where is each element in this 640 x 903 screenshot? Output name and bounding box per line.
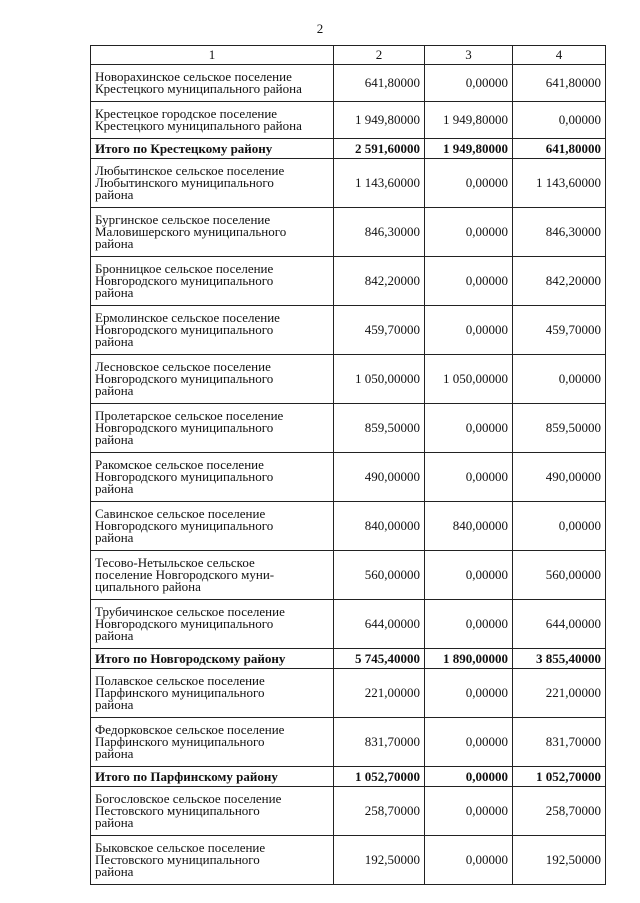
value-cell-col2: 846,30000 <box>334 208 425 257</box>
value-cell-col3: 0,00000 <box>425 159 513 208</box>
table-row <box>91 551 606 600</box>
value-cell-col3: 0,00000 <box>425 600 513 649</box>
value-cell-col2: 641,80000 <box>334 65 425 102</box>
table-row <box>91 102 606 139</box>
table-row <box>91 787 606 836</box>
value-cell-col3: 1 949,80000 <box>425 139 513 159</box>
settlement-name-cell: Лесновское сельское поселение Новгородского муниципального района <box>91 355 334 404</box>
page-number: 2 <box>316 21 324 36</box>
settlement-name-cell: Крестецкое городское поселение Крестецкого муниципального района <box>91 102 334 139</box>
value-cell-col4: 859,50000 <box>513 404 606 453</box>
value-cell-col4: 560,00000 <box>513 551 606 600</box>
table-row <box>91 306 606 355</box>
value-cell-col2: 644,00000 <box>334 600 425 649</box>
settlement-name-cell: Итого по Крестецкому району <box>91 139 334 159</box>
settlement-name-cell: Савинское сельское поселение Новгородского муниципального района <box>91 502 334 551</box>
value-cell-col4: 490,00000 <box>513 453 606 502</box>
value-cell-col4: 1 052,70000 <box>513 767 606 787</box>
header-cell: 4 <box>513 46 606 65</box>
budget-table <box>90 45 606 885</box>
settlement-name-cell: Бронницкое сельское поселение Новгородского муниципального района <box>91 257 334 306</box>
value-cell-col2: 1 143,60000 <box>334 159 425 208</box>
table-row <box>91 718 606 767</box>
value-cell-col4: 459,70000 <box>513 306 606 355</box>
settlement-name-cell: Тесово-Нетыльское сельское поселение Новгородского муни- ципального района <box>91 551 334 600</box>
table-header-row <box>91 46 606 65</box>
value-cell-col2: 1 949,80000 <box>334 102 425 139</box>
value-cell-col3: 0,00000 <box>425 669 513 718</box>
table-row <box>91 502 606 551</box>
value-cell-col2: 258,70000 <box>334 787 425 836</box>
value-cell-col4: 831,70000 <box>513 718 606 767</box>
value-cell-col4: 846,30000 <box>513 208 606 257</box>
value-cell-col4: 641,80000 <box>513 65 606 102</box>
settlement-name-cell: Пролетарское сельское поселение Новгородского муниципального района <box>91 404 334 453</box>
value-cell-col2: 459,70000 <box>334 306 425 355</box>
value-cell-col3: 0,00000 <box>425 551 513 600</box>
table-row <box>91 453 606 502</box>
value-cell-col4: 641,80000 <box>513 139 606 159</box>
header-cell: 2 <box>334 46 425 65</box>
settlement-name-cell: Быковское сельское поселение Пестовского муниципального района <box>91 836 334 885</box>
table-row <box>91 65 606 102</box>
value-cell-col3: 0,00000 <box>425 836 513 885</box>
value-cell-col3: 0,00000 <box>425 257 513 306</box>
value-cell-col2: 1 050,00000 <box>334 355 425 404</box>
settlement-name-cell: Трубичинское сельское поселение Новгородского муниципального района <box>91 600 334 649</box>
value-cell-col4: 842,20000 <box>513 257 606 306</box>
value-cell-col3: 0,00000 <box>425 453 513 502</box>
value-cell-col2: 2 591,60000 <box>334 139 425 159</box>
value-cell-col4: 258,70000 <box>513 787 606 836</box>
value-cell-col2: 560,00000 <box>334 551 425 600</box>
value-cell-col4: 644,00000 <box>513 600 606 649</box>
value-cell-col4: 0,00000 <box>513 102 606 139</box>
value-cell-col4: 1 143,60000 <box>513 159 606 208</box>
table-total-row <box>91 767 606 787</box>
value-cell-col3: 0,00000 <box>425 404 513 453</box>
table-row <box>91 600 606 649</box>
table-row <box>91 257 606 306</box>
table-row <box>91 355 606 404</box>
value-cell-col3: 0,00000 <box>425 208 513 257</box>
table-row <box>91 404 606 453</box>
settlement-name-cell: Федорковское сельское поселение Парфинского муниципального района <box>91 718 334 767</box>
value-cell-col4: 221,00000 <box>513 669 606 718</box>
table-row <box>91 669 606 718</box>
value-cell-col2: 859,50000 <box>334 404 425 453</box>
value-cell-col3: 1 890,00000 <box>425 649 513 669</box>
value-cell-col3: 0,00000 <box>425 65 513 102</box>
value-cell-col2: 490,00000 <box>334 453 425 502</box>
table-row <box>91 159 606 208</box>
settlement-name-cell: Любытинское сельское поселение Любытинского муниципального района <box>91 159 334 208</box>
value-cell-col3: 0,00000 <box>425 306 513 355</box>
table-total-row <box>91 649 606 669</box>
value-cell-col2: 840,00000 <box>334 502 425 551</box>
settlement-name-cell: Ракомское сельское поселение Новгородского муниципального района <box>91 453 334 502</box>
table-row <box>91 208 606 257</box>
value-cell-col2: 192,50000 <box>334 836 425 885</box>
settlement-name-cell: Полавское сельское поселение Парфинского муниципального района <box>91 669 334 718</box>
settlement-name-cell: Бургинское сельское поселение Маловишерского муниципального района <box>91 208 334 257</box>
value-cell-col4: 192,50000 <box>513 836 606 885</box>
settlement-name-cell: Новорахинское сельское поселение Крестецкого муниципального района <box>91 65 334 102</box>
value-cell-col3: 1 949,80000 <box>425 102 513 139</box>
value-cell-col3: 0,00000 <box>425 767 513 787</box>
settlement-name-cell: Богословское сельское поселение Пестовского муниципального района <box>91 787 334 836</box>
settlement-name-cell: Итого по Парфинскому району <box>91 767 334 787</box>
table-row <box>91 836 606 885</box>
value-cell-col2: 1 052,70000 <box>334 767 425 787</box>
value-cell-col2: 831,70000 <box>334 718 425 767</box>
settlement-name-cell: Ермолинское сельское поселение Новгородского муниципального района <box>91 306 334 355</box>
value-cell-col2: 842,20000 <box>334 257 425 306</box>
header-cell: 1 <box>91 46 334 65</box>
value-cell-col3: 0,00000 <box>425 787 513 836</box>
value-cell-col2: 5 745,40000 <box>334 649 425 669</box>
value-cell-col4: 0,00000 <box>513 355 606 404</box>
value-cell-col3: 0,00000 <box>425 718 513 767</box>
value-cell-col3: 840,00000 <box>425 502 513 551</box>
value-cell-col3: 1 050,00000 <box>425 355 513 404</box>
value-cell-col2: 221,00000 <box>334 669 425 718</box>
table-total-row <box>91 139 606 159</box>
settlement-name-cell: Итого по Новгородскому району <box>91 649 334 669</box>
header-cell: 3 <box>425 46 513 65</box>
value-cell-col4: 3 855,40000 <box>513 649 606 669</box>
value-cell-col4: 0,00000 <box>513 502 606 551</box>
